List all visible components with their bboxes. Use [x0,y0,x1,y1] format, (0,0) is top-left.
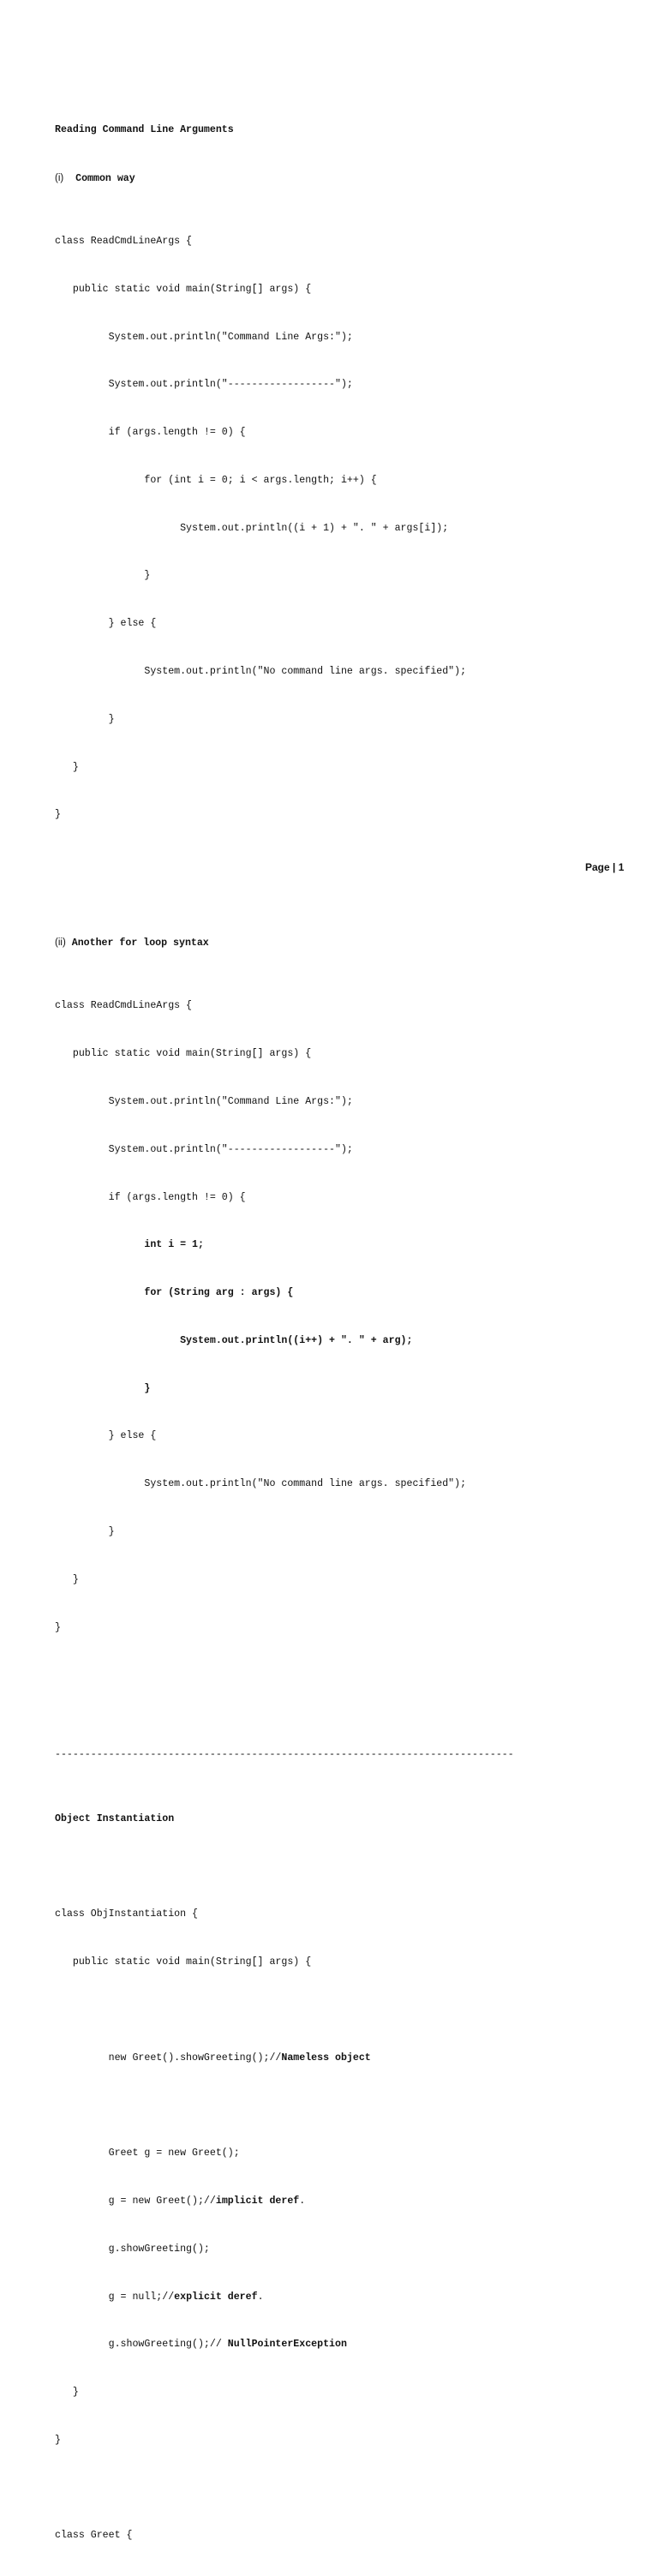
code-line: class ReadCmdLineArgs { [55,235,193,247]
separator-line: ----------------------------------------------------------------------------- [55,1749,514,1761]
code-line: class ObjInstantiation { [55,1908,198,1920]
code-line: System.out.println("Command Line Args:"); [55,1096,353,1107]
code-text: g = new Greet();// [55,2195,216,2207]
code-line-implicit [55,2194,637,2210]
code-comment: NullPointerException [227,2339,347,2351]
code-line-bold: } [55,1382,151,1394]
subheading-title: Another for loop syntax [71,938,209,950]
code-line: Greet g = new Greet(); [55,2148,240,2160]
blank-line [55,1860,637,1876]
subheading-label: (ii) [55,938,66,949]
code-line-explicit [55,2290,637,2306]
code-line: System.out.println("Command Line Args:"); [55,331,353,343]
code-line: System.out.println("------------------"); [55,379,353,391]
code-line: System.out.println("No command line args. specified"); [55,1478,467,1490]
blank-line [55,872,637,888]
code-text: . [299,2195,306,2207]
code-line: } [55,1621,61,1633]
code-line: public static void main(String[] args) { [55,1048,312,1060]
code-line: } [55,2434,61,2446]
code-line: } [55,761,79,773]
code-line: } else { [55,1430,157,1442]
subheading-label: (i) [55,172,64,183]
code-line: } [55,809,61,821]
section-heading-obj-inst: Object Instantiation [55,1812,175,1824]
code-text: g = null;// [55,2291,175,2303]
code-line: class ReadCmdLineArgs { [55,1000,193,1012]
code-line: } [55,713,115,725]
code-line: System.out.println("No command line args. specified"); [55,665,467,677]
code-line-nameless [55,2051,637,2067]
code-comment: Nameless object [281,2052,371,2064]
code-line-bold: System.out.println((i++) + ". " + arg); [55,1334,413,1346]
code-line-bold: for (String arg : args) { [55,1287,294,1299]
blank-line [55,1684,637,1700]
code-line: for (int i = 0; i < args.length; i++) { [55,474,377,486]
code-line: } [55,2387,79,2399]
code-text: g.showGreeting();// [55,2339,228,2351]
code-line: g.showGreeting(); [55,2243,210,2255]
code-line: } [55,1526,115,1538]
code-text: new Greet().showGreeting();// [55,2052,282,2064]
code-line-bold: int i = 1; [55,1239,204,1251]
code-line: } [55,570,151,582]
subheading-common-way [55,171,637,187]
code-line: System.out.println("------------------"); [55,1143,353,1155]
code-line: class Greet { [55,2530,133,2542]
code-text: . [257,2291,264,2303]
subheading-another-loop [55,935,637,951]
code-line: } else { [55,618,157,630]
code-comment: explicit deref [174,2291,258,2303]
code-line: System.out.println((i + 1) + ". " + args[i]); [55,522,449,534]
code-line: public static void main(String[] args) { [55,283,312,295]
code-line: public static void main(String[] args) { [55,1956,312,1968]
code-line: if (args.length != 0) { [55,1191,246,1203]
page-number: Page | 1 [585,861,625,873]
document-body [55,75,637,2576]
blank-line [55,2003,637,2019]
subheading-title: Common way [75,172,135,184]
section-heading-cmd-args: Reading Command Line Arguments [55,123,234,135]
code-line-npe [55,2337,637,2353]
code-line: } [55,1573,79,1585]
code-line: if (args.length != 0) { [55,427,246,439]
code-comment: implicit deref [215,2195,300,2207]
blank-line [55,2481,637,2497]
blank-line [55,2098,637,2114]
